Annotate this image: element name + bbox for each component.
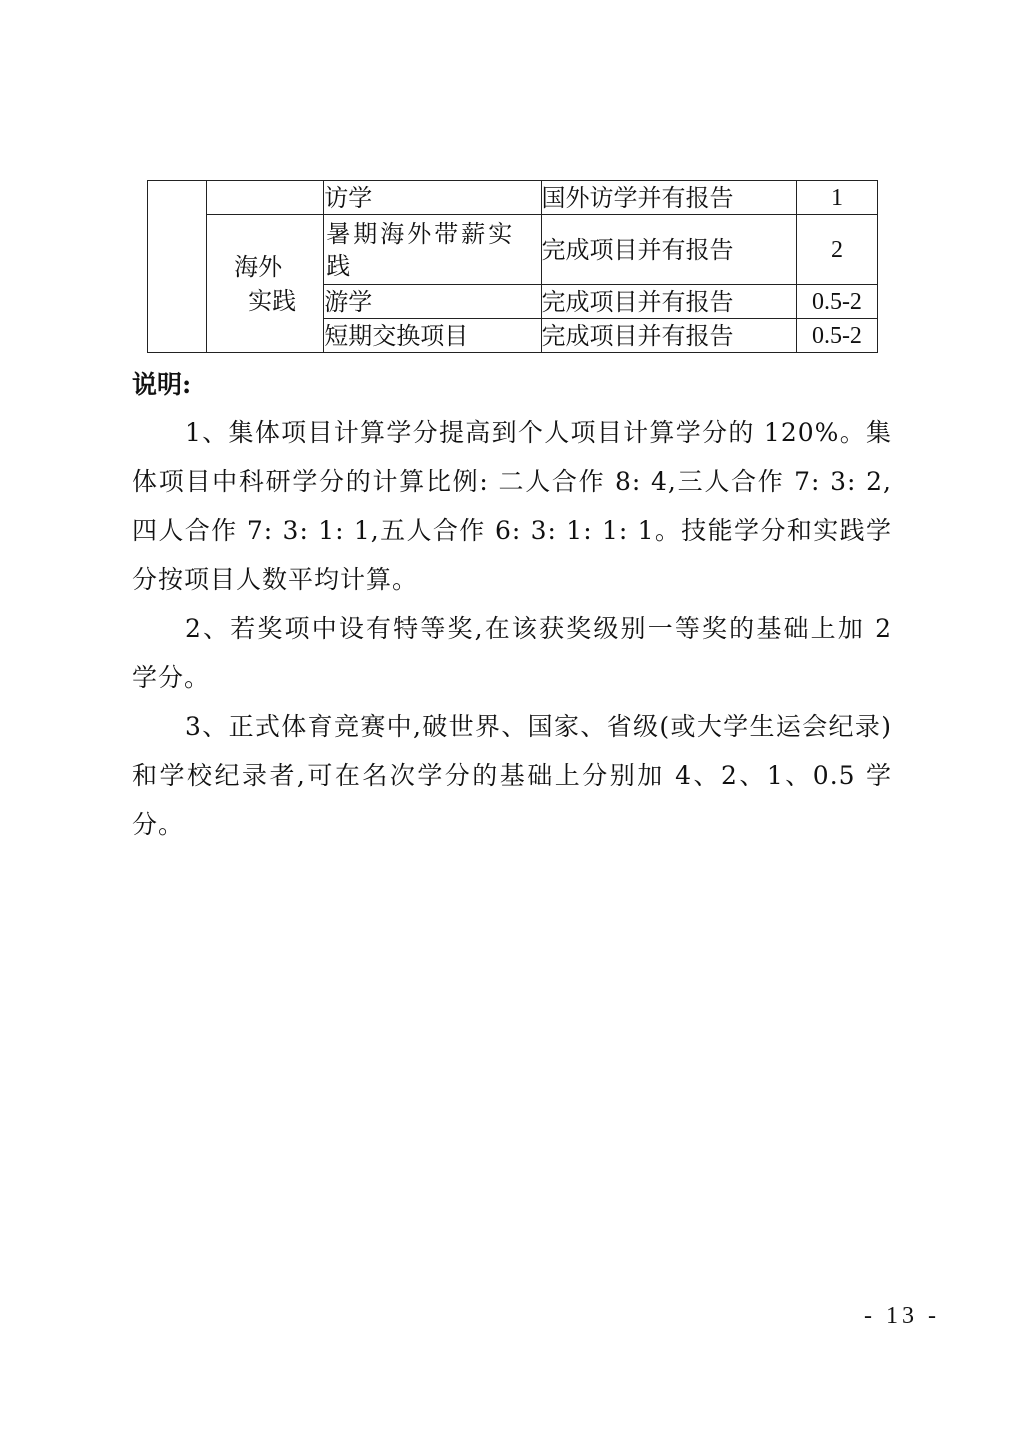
category-label-line1: 海外 xyxy=(234,252,283,281)
table-cell-condition: 国外访学并有报告 xyxy=(541,181,796,215)
table-row xyxy=(148,215,878,285)
table-cell-credit: 0.5-2 xyxy=(796,285,877,319)
category-label-line2: 实践 xyxy=(248,286,297,315)
credit-table xyxy=(147,180,878,353)
table-cell-item: 游学 xyxy=(324,285,541,319)
table-blank-cell xyxy=(207,181,324,215)
table-cell-item: 访学 xyxy=(324,181,541,215)
note-item: 1、集体项目计算学分提高到个人项目计算学分的 120%。集体项目中科研学分的计算比例: 二人合作 8: 4,三人合作 7: 3: 2,四人合作 7: 3: 1: 1,五人合作 6: 3: 1: 1: 1。技能学分和实践学分按项目人数平均计算。 xyxy=(132,418,892,594)
table-cell-item: 暑期海外带薪实践 xyxy=(324,215,541,285)
table-cell-condition: 完成项目并有报告 xyxy=(541,285,796,319)
notes-title: 说明: xyxy=(132,370,192,399)
note-item: 3、正式体育竞赛中,破世界、国家、省级(或大学生运会纪录)和学校纪录者,可在名次学分的基础上分别加 4、2、1、0.5 学分。 xyxy=(132,712,892,839)
table-cell-credit: 2 xyxy=(796,215,877,285)
table-blank-cell xyxy=(148,181,207,353)
table-cell-condition: 完成项目并有报告 xyxy=(541,215,796,285)
note-item: 2、若奖项中设有特等奖,在该获奖级别一等奖的基础上加 2 学分。 xyxy=(132,614,892,692)
notes-section xyxy=(132,362,892,849)
table-cell-credit: 0.5-2 xyxy=(796,319,877,353)
table-cell-item: 短期交换项目 xyxy=(324,319,541,353)
table-row xyxy=(148,181,878,215)
table-category-cell xyxy=(207,215,324,353)
table-cell-credit: 1 xyxy=(796,181,877,215)
page-number: - 13 - xyxy=(864,1303,940,1329)
table-cell-condition: 完成项目并有报告 xyxy=(541,319,796,353)
